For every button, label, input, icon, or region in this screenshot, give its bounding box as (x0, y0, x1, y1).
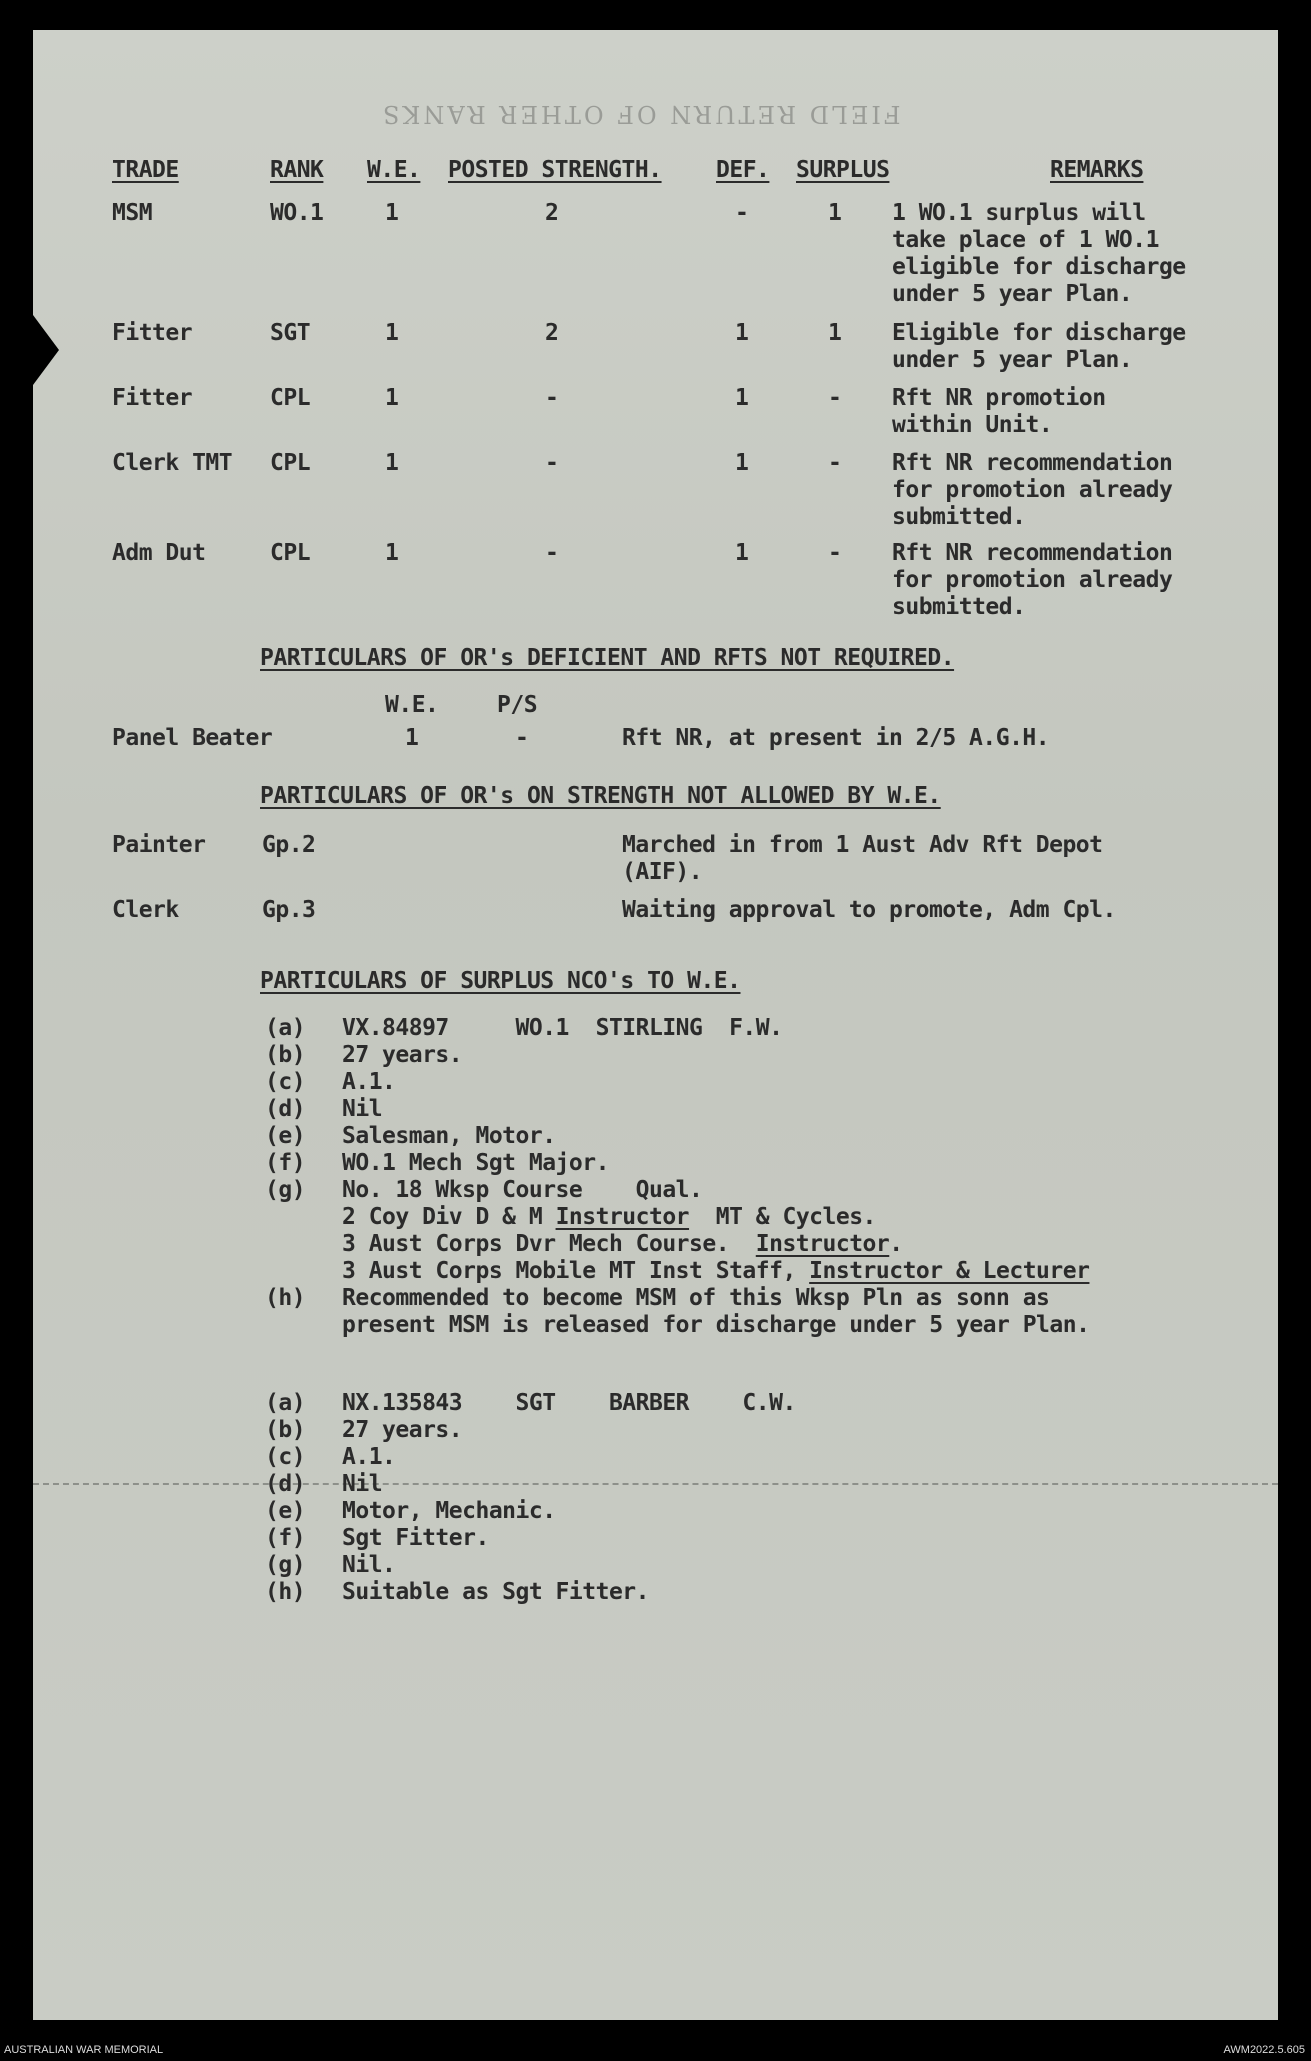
item-text: present MSM is released for discharge under 5 year Plan. (342, 1312, 1090, 1338)
item-text: Salesman, Motor. (342, 1123, 556, 1149)
header-we: W.E. (367, 157, 421, 183)
row-posted: - (545, 385, 559, 411)
item-text: Nil (342, 1096, 383, 1122)
section-title-surplus-nco: PARTICULARS OF SURPLUS NCO's TO W.E. (260, 968, 741, 994)
item-label: (g) (265, 1177, 306, 1203)
header-remarks: REMARKS (1050, 157, 1144, 183)
not-allowed-group: Gp.2 (262, 832, 316, 858)
row-we: 1 (385, 385, 399, 411)
row-rank: CPL (270, 385, 311, 411)
row-rank: SGT (270, 320, 311, 346)
deficient-we: 1 (405, 725, 419, 751)
row-surplus: 1 (828, 200, 842, 226)
item-label: (e) (265, 1123, 306, 1149)
header-surplus: SURPLUS (796, 157, 890, 183)
row-rank: WO.1 (270, 200, 324, 226)
deficient-col-we: W.E. (385, 692, 439, 718)
row-remark-line: 1 WO.1 surplus will (892, 200, 1146, 226)
item-label: (a) (265, 1390, 306, 1416)
item-text: Nil (342, 1471, 383, 1497)
item-label: (d) (265, 1471, 306, 1497)
torn-edge (33, 315, 59, 385)
row-remark-line: under 5 year Plan. (892, 347, 1133, 373)
row-remark-line: eligible for discharge (892, 254, 1186, 280)
row-remark-line: Rft NR recommendation (892, 450, 1173, 476)
item-text: 27 years. (342, 1042, 463, 1068)
item-text-line: 2 Coy Div D & M Instructor MT & Cycles. (342, 1204, 876, 1230)
item-text: Motor, Mechanic. (342, 1498, 556, 1524)
row-we: 1 (385, 320, 399, 346)
row-surplus: 1 (828, 320, 842, 346)
section-title-deficient: PARTICULARS OF OR's DEFICIENT AND RFTS NOT REQUIRED. (260, 645, 955, 671)
row-remark-line: submitted. (892, 594, 1026, 620)
deficient-trade: Panel Beater (112, 725, 273, 751)
item-text-line: 3 Aust Corps Dvr Mech Course. Instructor. (342, 1231, 903, 1257)
row-trade: Fitter (112, 320, 193, 346)
instructor-underlined: Instructor (755, 1231, 890, 1257)
header-def: DEF. (716, 157, 770, 183)
item-text: Suitable as Sgt Fitter. (342, 1579, 649, 1605)
instructor-underlined: Instructor (555, 1204, 690, 1230)
row-trade: MSM (112, 200, 153, 226)
row-posted: 2 (545, 200, 559, 226)
header-trade: TRADE (112, 157, 179, 183)
row-rank: CPL (270, 450, 311, 476)
row-def: 1 (735, 385, 749, 411)
row-surplus: - (828, 385, 842, 411)
item-text: A.1. (342, 1069, 396, 1095)
item-text: Recommended to become MSM of this Wksp Pln as sonn as (342, 1285, 1050, 1311)
row-remark-line: within Unit. (892, 412, 1053, 438)
row-posted: 2 (545, 320, 559, 346)
not-allowed-trade: Painter (112, 832, 206, 858)
not-allowed-remark: Waiting approval to promote, Adm Cpl. (622, 897, 1116, 923)
row-rank: CPL (270, 540, 311, 566)
item-label: (d) (265, 1096, 306, 1122)
row-def: 1 (735, 320, 749, 346)
item-label: (c) (265, 1069, 306, 1095)
row-trade: Fitter (112, 385, 193, 411)
row-trade: Adm Dut (112, 540, 206, 566)
item-text: VX.84897 WO.1 STIRLING F.W. (342, 1015, 783, 1041)
item-text: Sgt Fitter. (342, 1525, 489, 1551)
row-surplus: - (828, 450, 842, 476)
instructor-lecturer-underlined: Instructor & Lecturer (809, 1258, 1090, 1284)
item-text: A.1. (342, 1444, 396, 1470)
row-remark-line: Eligible for discharge (892, 320, 1186, 346)
item-text-line: 3 Aust Corps Mobile MT Inst Staff, Instructor & Lecturer (342, 1258, 1090, 1284)
item-label: (f) (265, 1525, 306, 1551)
row-we: 1 (385, 540, 399, 566)
deficient-ps: - (515, 725, 529, 751)
row-def: - (735, 200, 749, 226)
row-remark-line: submitted. (892, 504, 1026, 530)
row-remark-line: for promotion already (892, 477, 1173, 503)
row-remark-line: for promotion already (892, 567, 1173, 593)
not-allowed-remark: Marched in from 1 Aust Adv Rft Depot (622, 832, 1103, 858)
row-posted: - (545, 450, 559, 476)
row-we: 1 (385, 200, 399, 226)
item-label: (b) (265, 1417, 306, 1443)
item-text: NX.135843 SGT BARBER C.W. (342, 1390, 796, 1416)
header-rank: RANK (270, 157, 324, 183)
item-text: No. 18 Wksp Course Qual. (342, 1177, 703, 1203)
deficient-remark: Rft NR, at present in 2/5 A.G.H. (622, 725, 1050, 751)
item-label: (c) (265, 1444, 306, 1470)
row-posted: - (545, 540, 559, 566)
row-we: 1 (385, 450, 399, 476)
not-allowed-trade: Clerk (112, 897, 179, 923)
item-label: (h) (265, 1285, 306, 1311)
item-label: (e) (265, 1498, 306, 1524)
header-posted-strength: POSTED STRENGTH. (448, 157, 662, 183)
item-label: (f) (265, 1150, 306, 1176)
row-remark-line: under 5 year Plan. (892, 281, 1133, 307)
item-label: (g) (265, 1552, 306, 1578)
deficient-col-ps: P/S (497, 692, 538, 718)
row-remark-line: Rft NR recommendation (892, 540, 1173, 566)
faint-form-header: FIELD RETURN OF OTHER RANKS (380, 100, 901, 128)
row-remark-line: Rft NR promotion (892, 385, 1106, 411)
item-label: (a) (265, 1015, 306, 1041)
row-def: 1 (735, 540, 749, 566)
row-def: 1 (735, 450, 749, 476)
row-trade: Clerk TMT (112, 450, 233, 476)
section-title-not-allowed: PARTICULARS OF OR's ON STRENGTH NOT ALLOWED BY W.E. (260, 783, 941, 809)
not-allowed-group: Gp.3 (262, 897, 316, 923)
row-surplus: - (828, 540, 842, 566)
not-allowed-remark: (AIF). (622, 859, 703, 885)
item-label: (h) (265, 1579, 306, 1605)
footer-source: AUSTRALIAN WAR MEMORIAL (4, 2044, 164, 2056)
item-label: (b) (265, 1042, 306, 1068)
footer-accession: AWM2022.5.605 (1223, 2044, 1305, 2056)
fold-line (33, 1483, 1278, 1485)
item-text: 27 years. (342, 1417, 463, 1443)
item-text: WO.1 Mech Sgt Major. (342, 1150, 609, 1176)
row-remark-line: take place of 1 WO.1 (892, 227, 1159, 253)
item-text: Nil. (342, 1552, 396, 1578)
